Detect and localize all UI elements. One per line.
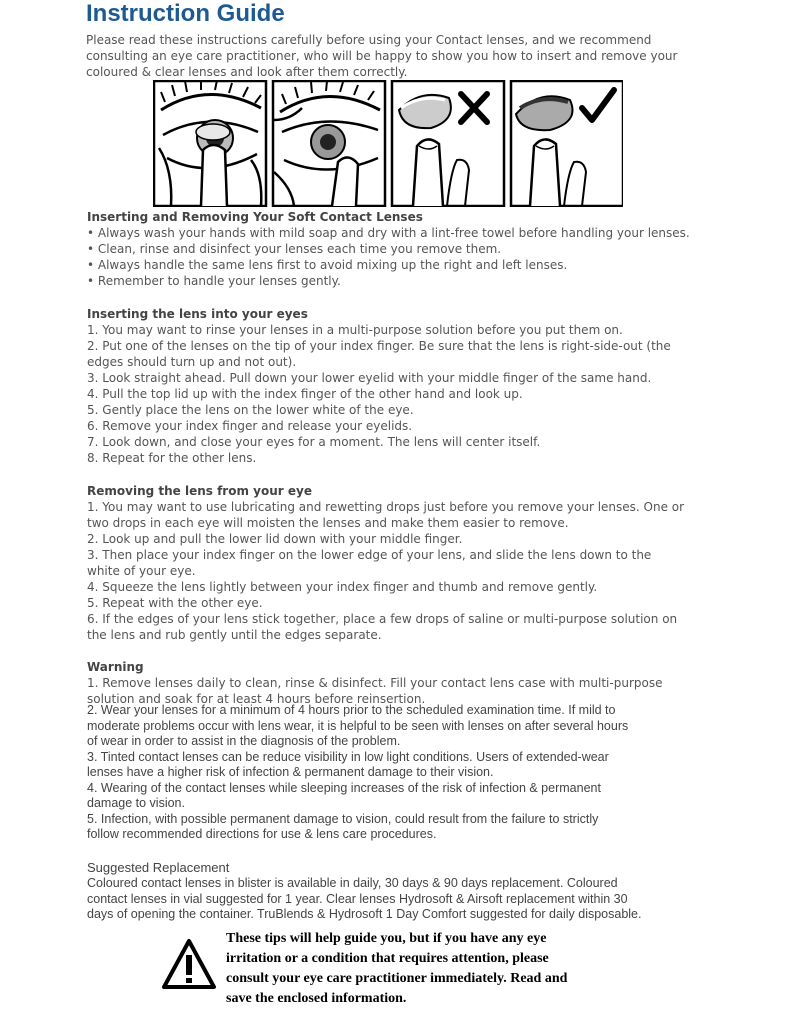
list-item: 3. Then place your index finger on the lower edge of your lens, and slide the lens down to the [87,548,652,562]
paragraph-line: Coloured contact lenses in blister is available in daily, 30 days & 90 days replacement. Coloured [87,876,618,890]
list-item: 2. Wear your lenses for a minimum of 4 hours prior to the scheduled examination time. If mild to [87,703,616,717]
final-note-line: consult your eye care practitioner immediately. Read and [226,971,568,986]
list-item: 1. You may want to rinse your lenses in a multi-purpose solution before you put them on. [87,323,623,337]
intro-paragraph: Please read these instructions carefully before using your Contact lenses, and we recommend consulting an eye care practitioner, who will be happy to show you how to insert and remove your coloured & clear lenses and look after them correctly. [86,33,678,79]
warning-heading: Warning [87,660,144,674]
list-item: 4. Wearing of the contact lenses while sleeping increases of the risk of infection & permanent [87,780,601,795]
paragraph-line: days of opening the container. TruBlends & Hydrosoft 1 Day Comfort suggested for daily disposable. [87,907,642,921]
list-item: 8. Repeat for the other lens. [87,451,257,465]
list-item: 5. Repeat with the other eye. [87,596,263,610]
warning-triangle-icon [161,938,217,990]
final-note-line: save the enclosed information. [226,991,407,1006]
lens-handling-illustration [153,80,623,207]
list-item: lenses have a higher risk of infection & permanent damage to their vision. [87,765,494,779]
final-note-line: irritation or a condition that requires attention, please [226,951,549,966]
section-heading: Inserting the lens into your eyes [87,307,308,321]
list-item: 4. Pull the top lid up with the index finger of the other hand and look up. [87,387,523,401]
final-note-line: These tips will help guide you, but if you have any eye [226,931,547,946]
list-item: 4. Squeeze the lens lightly between your index finger and thumb and remove gently. [87,580,598,594]
list-item: two drops in each eye will moisten the lenses and make them easier to remove. [87,516,569,530]
list-item: 3. Tinted contact lenses can be reduce visibility in low light conditions. Users of extended-wear [87,749,609,764]
section-inserting-removing [87,209,717,289]
list-item: 1. Remove lenses daily to clean, rinse & disinfect. Fill your contact lens case with multi-purpose [87,676,663,690]
list-item: • Remember to handle your lenses gently. [87,274,341,288]
list-item: 3. Look straight ahead. Pull down your lower eyelid with your middle finger of the same hand. [87,371,652,385]
list-item: moderate problems occur with lens wear, it is helpful to be seen with lenses on after several hours [87,718,629,733]
list-item: the lens and rub gently until the edges separate. [87,628,382,642]
lens-inside-out-panel [392,81,504,206]
list-item: 5. Infection, with possible permanent damage to vision, could result from the failure to strictly [87,811,599,826]
list-item: damage to vision. [87,796,185,810]
list-item: • Always wash your hands with mild soap and dry with a lint-free towel before handling your lenses. [87,226,690,240]
list-item: 6. If the edges of your lens stick together, place a few drops of saline or multi-purpose solution on [87,612,678,626]
list-item: • Always handle the same lens first to avoid mixing up the right and left lenses. [87,258,568,272]
section-removing-lens [87,483,717,643]
list-item: edges should turn up and not out). [87,355,297,369]
list-item: solution and soak for at least 4 hours before reinsertion. [87,692,426,706]
section-heading: Removing the lens from your eye [87,484,312,498]
page-title: Instruction Guide [86,0,285,27]
list-item: • Clean, rinse and disinfect your lenses each time you remove them. [87,242,502,256]
paragraph-line: contact lenses in vial suggested for 1 year. Clear lenses Hydrosoft & Airsoft replacement within 30 [87,891,628,906]
section-heading: Inserting and Removing Your Soft Contact Lenses [87,210,423,224]
section-warning [87,659,717,707]
replacement-heading: Suggested Replacement [87,860,230,875]
list-item: 2. Look up and pull the lower lid down with your middle finger. [87,532,463,546]
lens-correct-panel [511,81,623,206]
insert-lens-eye-panel [154,80,266,206]
list-item: 5. Gently place the lens on the lower white of the eye. [87,403,414,417]
section-warning-continued [87,703,717,843]
final-note [226,929,636,1009]
list-item: white of your eye. [87,564,196,578]
remove-lens-eye-panel [273,81,385,206]
section-replacement [87,860,717,923]
section-inserting-lens [87,306,717,466]
list-item: 2. Put one of the lenses on the tip of your index finger. Be sure that the lens is right-side-out (the [87,339,671,353]
list-item: 6. Remove your index finger and release your eyelids. [87,419,413,433]
list-item: of wear in order to assist in the diagnosis of the problem. [87,734,401,748]
list-item: 1. You may want to use lubricating and rewetting drops just before you remove your lenses. One or [87,500,685,514]
list-item: 7. Look down, and close your eyes for a moment. The lens will center itself. [87,435,541,449]
list-item: follow recommended directions for use & lens care procedures. [87,827,437,841]
